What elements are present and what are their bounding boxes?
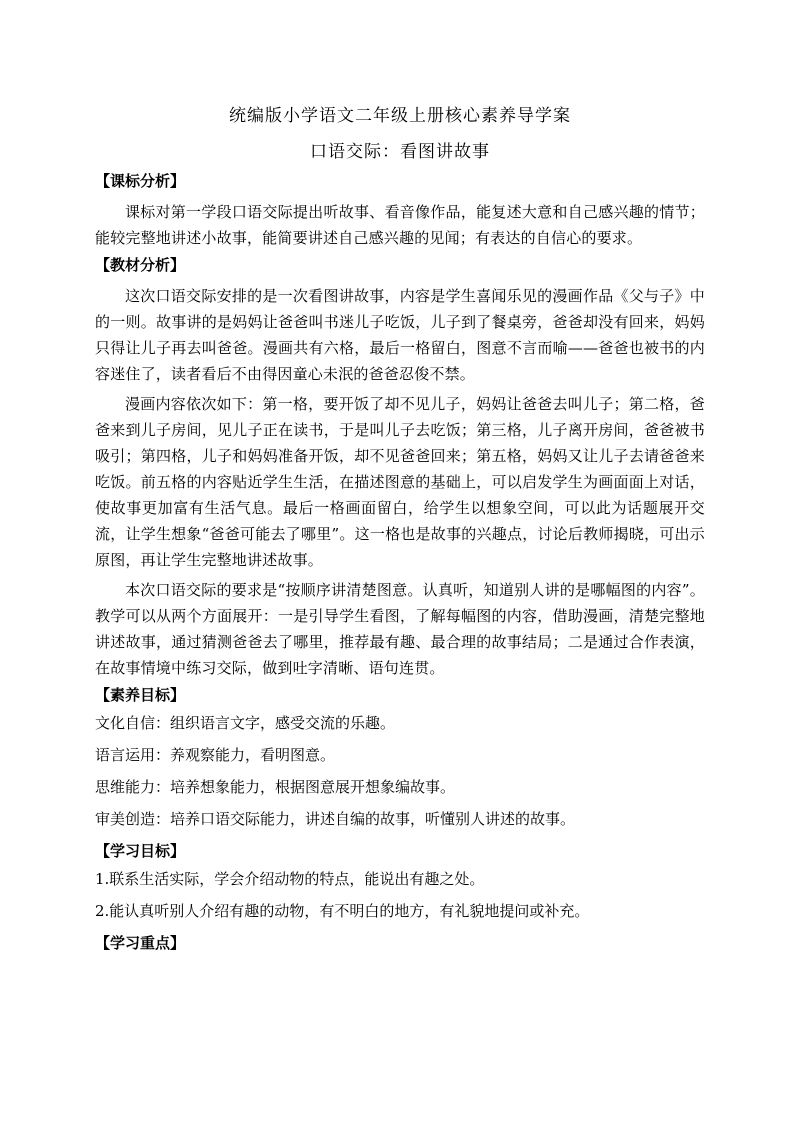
learning-goals-heading: 【学习目标】 <box>95 842 186 860</box>
literacy-item-culture: 文化自信：组织语言文字，感受交流的乐趣。 <box>95 714 396 732</box>
learning-goal-item: 2.能认真听别人介绍有趣的动物，有不明白的地方，有礼貌地提问或补充。 <box>95 902 590 920</box>
document-page <box>95 101 705 961</box>
curriculum-heading: 【课标分析】 <box>95 172 186 190</box>
textbook-paragraph-1: 这次口语交际安排的是一次看图讲故事，内容是学生喜闻乐见的漫画作品《父与子》中的一则。故事讲的是妈妈让爸爸叫书迷儿子吃饭，儿子到了餐桌旁，爸爸却没有回来，妈妈只得让儿子再去叫爸爸。漫画共有六格，最后一格留白，图意不言而喻——爸爸也被书的内容迷住了，读者看后不由得因童心未泯的爸爸忍俊不禁。 <box>95 287 705 383</box>
textbook-heading: 【教材分析】 <box>95 256 186 274</box>
literacy-item-thinking: 思维能力：培养想象能力，根据图意展开想象编故事。 <box>95 778 456 796</box>
literacy-item-aesthetic: 审美创造：培养口语交际能力，讲述自编的故事，听懂别人讲述的故事。 <box>95 810 576 828</box>
textbook-paragraph-3: 本次口语交际的要求是“按顺序讲清楚图意。认真听，知道别人讲的是哪幅图的内容”。教学可以从两个方面展开：一是引导学生看图，了解每幅图的内容，借助漫画，清楚完整地讲述故事，通过猜测爸爸去了哪里，推荐最有趣、最合理的故事结局；二是通过合作表演，在故事情境中练习交际，做到吐字清晰、语句连贯。 <box>95 581 705 677</box>
learning-goal-item: 1.联系生活实际，学会介绍动物的特点，能说出有趣之处。 <box>95 870 485 888</box>
document-subtitle: 口语交际：看图讲故事 <box>310 142 490 162</box>
literacy-item-language: 语言运用：养观察能力，看明图意。 <box>95 746 336 764</box>
document-title: 统编版小学语文二年级上册核心素养导学案 <box>229 106 571 126</box>
key-points-heading: 【学习重点】 <box>95 934 186 952</box>
literacy-heading: 【素养目标】 <box>95 686 186 704</box>
curriculum-paragraph: 课标对第一学段口语交际提出听故事、看音像作品，能复述大意和自己感兴趣的情节；能较完整地讲述小故事，能简要讲述自己感兴趣的见闻；有表达的自信心的要求。 <box>95 203 705 247</box>
textbook-paragraph-2: 漫画内容依次如下：第一格，要开饭了却不见儿子，妈妈让爸爸去叫儿子；第二格，爸爸来到儿子房间，见儿子正在读书，于是叫儿子去吃饭；第三格，儿子离开房间，爸爸被书吸引；第四格，儿子和妈妈准备开饭，却不见爸爸回来；第五格，妈妈又让儿子去请爸爸来吃饭。前五格的内容贴近学生生活，在描述图意的基础上，可以启发学生为画面面上对话，使故事更加富有生活气息。最后一格画面留白，给学生以想象空间，可以此为话题展开交流，让学生想象“爸爸可能去了哪里”。这一格也是故事的兴趣点，讨论后教师揭晓，可出示原图，再让学生完整地讲述故事。 <box>95 395 705 569</box>
